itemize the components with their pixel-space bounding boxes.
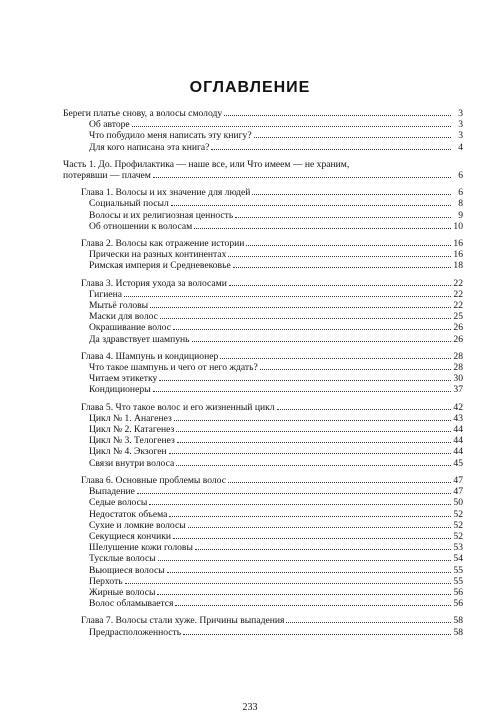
- toc-entry-text: Выпадение: [89, 486, 135, 498]
- toc-entry-text: Глава 6. Основные проблемы волос: [81, 474, 226, 486]
- dot-leader: [157, 594, 451, 595]
- dot-leader: [194, 228, 451, 229]
- toc-page-number: 28: [453, 350, 463, 362]
- toc-entry[interactable]: [63, 289, 463, 300]
- dot-leader: [177, 442, 451, 443]
- toc-entry[interactable]: [63, 598, 463, 609]
- toc-entry[interactable]: [63, 311, 463, 322]
- toc-page-number: 53: [453, 542, 463, 554]
- dot-leader: [229, 285, 451, 286]
- dot-leader: [260, 369, 451, 370]
- toc-entry[interactable]: [63, 435, 463, 446]
- toc-page-number: 28: [453, 362, 463, 374]
- toc-entry[interactable]: [63, 198, 463, 209]
- toc-entry-text: Перхоть: [89, 575, 123, 587]
- toc-entry-text: Что такое шампунь и чего от него ждать?: [89, 362, 258, 374]
- dot-leader: [173, 538, 451, 539]
- toc-entry-text: Да здравствует шампунь: [89, 333, 190, 345]
- toc-entry[interactable]: [63, 187, 463, 198]
- toc-entry[interactable]: [63, 384, 463, 395]
- toc-entry-text: Цикл № 1. Анагенез: [89, 412, 172, 424]
- toc-page-number: 55: [453, 564, 463, 576]
- toc-entry-text: Часть 1. До. Профилактика — наше все, или Что имеем — не храним,: [63, 158, 350, 170]
- toc-section: [63, 108, 463, 153]
- toc-entry[interactable]: [63, 497, 463, 508]
- toc-entry[interactable]: [63, 278, 463, 289]
- toc-page-number: 44: [453, 435, 463, 447]
- toc-page-number: 8: [458, 198, 463, 210]
- toc-page-number: 47: [453, 474, 463, 486]
- toc-entry-text: Береги платье снову, а волосы смолоду: [63, 108, 223, 119]
- toc-page-number: 37: [453, 384, 463, 396]
- toc-entry[interactable]: [63, 334, 463, 345]
- toc-entry-text: Предрасположенность: [89, 626, 182, 638]
- toc-entry-text: Для кого написана эта книга?: [89, 141, 210, 153]
- toc-entry[interactable]: [63, 260, 463, 271]
- toc-page-number: 18: [453, 260, 463, 272]
- toc-entry-text: Прически на разных континентах: [89, 249, 227, 261]
- toc-page-number: 50: [453, 497, 463, 509]
- toc-entry-text: Цикл № 2. Катагенез: [89, 424, 175, 436]
- dot-leader: [160, 318, 451, 319]
- toc-page-number: 56: [453, 598, 463, 610]
- toc-entry[interactable]: [63, 210, 463, 221]
- dot-leader: [254, 137, 451, 138]
- toc-page-number: 3: [458, 130, 463, 142]
- dot-leader: [153, 177, 451, 178]
- toc-entry-text: Социальный посыл: [89, 198, 169, 210]
- dot-leader: [174, 420, 451, 421]
- toc-entry[interactable]: [63, 373, 463, 384]
- toc-entry-text: Маски для волос: [89, 311, 158, 323]
- toc-entry-text: Глава 7. Волосы стали хуже. Причины выпадения: [81, 615, 285, 627]
- toc-page-number: 9: [458, 209, 463, 221]
- toc-entry-text: Об авторе: [89, 119, 130, 131]
- toc-page-number: 25: [453, 311, 463, 323]
- dot-leader: [167, 572, 451, 573]
- toc-entry-text: Глава 4. Шампунь и кондиционер: [81, 350, 219, 362]
- toc-page-number: 44: [453, 446, 463, 458]
- dot-leader: [149, 504, 451, 505]
- dot-leader: [246, 245, 451, 246]
- toc-entry[interactable]: [63, 531, 463, 542]
- dot-leader: [132, 126, 451, 127]
- toc-entry-text: Читаем этикетку: [89, 373, 158, 385]
- toc-entry[interactable]: [63, 300, 463, 311]
- toc-page-number: 26: [453, 333, 463, 345]
- dot-leader: [286, 622, 451, 623]
- dot-leader: [183, 634, 451, 635]
- toc-section: [63, 351, 463, 396]
- dot-leader: [171, 205, 451, 206]
- toc-entry[interactable]: [63, 475, 463, 486]
- toc-section: [63, 402, 463, 469]
- toc-entry[interactable]: [63, 576, 463, 587]
- toc-entry[interactable]: [63, 170, 463, 181]
- toc-entry-text: Жирные волосы: [89, 586, 156, 598]
- toc-entry-text: Тусклые волосы: [89, 553, 156, 565]
- toc-entry-text: Об отношении к волосам: [89, 220, 193, 232]
- dot-leader: [124, 296, 451, 297]
- toc-page-number: 3: [458, 119, 463, 131]
- dot-leader: [173, 329, 451, 330]
- dot-leader: [153, 391, 451, 392]
- dot-leader: [169, 516, 451, 517]
- toc-section: [63, 475, 463, 609]
- toc-entry[interactable]: [63, 238, 463, 249]
- dot-leader: [224, 115, 451, 116]
- toc-page-number: 16: [453, 238, 463, 250]
- toc-entry-text: Глава 1. Волосы и их значение для людей: [81, 187, 251, 199]
- toc-entry[interactable]: [63, 520, 463, 531]
- toc-entry[interactable]: [63, 615, 463, 626]
- toc-section: [63, 238, 463, 272]
- toc-entry-text: Цикл № 4. Экзоген: [89, 446, 167, 458]
- dot-leader: [195, 549, 451, 550]
- toc-entry-text: Сухие и ломкие волосы: [89, 519, 186, 531]
- toc-entry[interactable]: [63, 553, 463, 564]
- dot-leader: [176, 431, 451, 432]
- toc-entry[interactable]: [63, 458, 463, 469]
- toc-entry-text: Глава 3. История ухода за волосами: [81, 277, 227, 289]
- toc-entry[interactable]: [63, 509, 463, 520]
- toc-page-number: 10: [453, 220, 463, 232]
- toc-entry[interactable]: [63, 108, 463, 119]
- toc-entry-text: Гигиена: [89, 288, 123, 300]
- toc-entry[interactable]: [63, 221, 463, 232]
- toc-entry[interactable]: [63, 542, 463, 553]
- toc-entry[interactable]: [63, 486, 463, 497]
- toc-section: [63, 615, 463, 637]
- dot-leader: [176, 465, 451, 466]
- toc-page-number: 6: [458, 170, 463, 182]
- toc-entry-text: Глава 5. Что такое волос и его жизненный цикл: [81, 401, 275, 413]
- toc-entry[interactable]: [63, 402, 463, 413]
- toc-entry-text: Волосы и их религиозная ценность: [89, 209, 234, 221]
- dot-leader: [211, 149, 451, 150]
- toc-page-number: 16: [453, 249, 463, 261]
- table-of-contents: [63, 108, 463, 638]
- toc-entry[interactable]: [63, 424, 463, 435]
- toc-entry[interactable]: [63, 627, 463, 638]
- dot-leader: [220, 358, 451, 359]
- toc-page-number: 22: [453, 300, 463, 312]
- toc-entry-text: Окрашивание волос: [89, 322, 171, 334]
- toc-page-number: 47: [453, 486, 463, 498]
- dot-leader: [137, 493, 451, 494]
- dot-leader: [192, 341, 451, 342]
- toc-section: [63, 159, 463, 181]
- toc-section: [63, 187, 463, 232]
- toc-entry[interactable]: [63, 446, 463, 457]
- toc-entry[interactable]: [63, 142, 463, 153]
- dot-leader: [228, 482, 451, 483]
- page-title: ОГЛАВЛЕНИЕ: [189, 79, 311, 96]
- dot-leader: [175, 605, 451, 606]
- toc-entry[interactable]: [63, 587, 463, 598]
- dot-leader: [188, 527, 451, 528]
- toc-page-number: 30: [453, 373, 463, 385]
- toc-entry[interactable]: [63, 322, 463, 333]
- toc-page-number: 4: [458, 141, 463, 153]
- dot-leader: [125, 583, 451, 584]
- toc-entry[interactable]: [63, 130, 463, 141]
- toc-page-number: 58: [453, 615, 463, 627]
- toc-entry-text: Цикл № 3. Телогенез: [89, 435, 175, 447]
- toc-entry-text: Глава 2. Волосы как отражение истории: [81, 238, 245, 250]
- toc-entry-text: Секущиеся кончики: [89, 530, 172, 542]
- dot-leader: [252, 194, 451, 195]
- dot-leader: [158, 560, 451, 561]
- dot-leader: [169, 453, 451, 454]
- toc-page-number: 56: [453, 586, 463, 598]
- toc-page-number: 26: [453, 322, 463, 334]
- toc-page-number: 6: [458, 187, 463, 199]
- toc-entry-text: Римская империя и Средневековье: [89, 260, 231, 272]
- dot-leader: [228, 256, 451, 257]
- toc-entry[interactable]: [63, 565, 463, 576]
- toc-entry-text: Кондиционеры: [89, 384, 151, 396]
- dot-leader: [235, 217, 451, 218]
- toc-section: [63, 278, 463, 345]
- toc-entry-text: Седые волосы: [89, 497, 148, 509]
- toc-entry[interactable]: [63, 249, 463, 260]
- page-number: 233: [242, 702, 258, 713]
- toc-entry-text: Шелушение кожи головы: [89, 542, 193, 554]
- toc-entry-text: Вьющиеся волосы: [89, 564, 165, 576]
- toc-page-number: 42: [453, 401, 463, 413]
- toc-page-number: 52: [453, 519, 463, 531]
- toc-page-number: 22: [453, 277, 463, 289]
- toc-entry-text: Что побудило меня написать эту книгу?: [89, 130, 252, 142]
- toc-page-number: 44: [453, 424, 463, 436]
- toc-page-number: 52: [453, 530, 463, 542]
- dot-leader: [233, 267, 451, 268]
- toc-entry[interactable]: [63, 119, 463, 130]
- toc-entry[interactable]: [63, 362, 463, 373]
- toc-page-number: 52: [453, 508, 463, 520]
- toc-entry-text: Волос обламывается: [89, 598, 174, 610]
- toc-page-number: 3: [458, 108, 463, 119]
- toc-entry-line[interactable]: [63, 159, 463, 170]
- toc-entry-text: Мытьё головы: [89, 300, 149, 312]
- dot-leader: [150, 307, 451, 308]
- toc-entry-text: Связи внутри волоса: [89, 457, 175, 469]
- toc-entry[interactable]: [63, 351, 463, 362]
- dot-leader: [277, 409, 451, 410]
- toc-page-number: 43: [453, 412, 463, 424]
- dot-leader: [159, 380, 451, 381]
- toc-page-number: 54: [453, 553, 463, 565]
- toc-page-number: 22: [453, 288, 463, 300]
- toc-page-number: 58: [453, 626, 463, 638]
- toc-entry-continuation: потерявши — плачем: [63, 170, 151, 182]
- toc-entry[interactable]: [63, 413, 463, 424]
- toc-page-number: 55: [453, 575, 463, 587]
- toc-page-number: 45: [453, 457, 463, 469]
- toc-entry-text: Недостаток объема: [89, 508, 168, 520]
